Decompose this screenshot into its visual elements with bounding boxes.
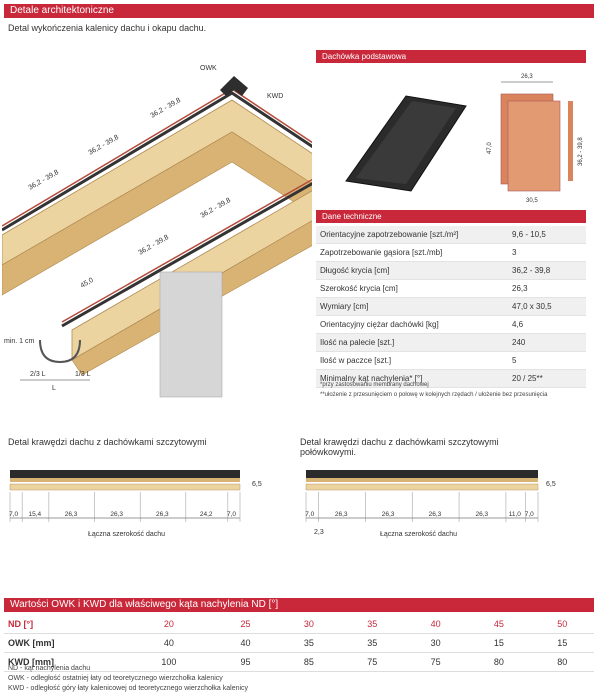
tile-dim-w2: 30,5 [526,198,538,204]
nd-cell: 40 [404,615,467,634]
tech-row [316,334,586,352]
tile-drawing [316,66,586,206]
dim-value: 7,0 [226,511,236,518]
edge2-drawing [298,458,588,558]
tech-label: Ilość na palecie [szt.] [316,334,508,352]
dim-value: 7,0 [524,511,534,518]
two-thirds-label: 2/3 L [30,371,46,378]
edge1-total: Łączna szerokość dachu [88,531,166,538]
tech-value: 5 [508,352,586,370]
tech-value: 3 [508,244,586,262]
dim-label: 36,2 - 39,8 [149,96,182,120]
nd-cell: 25 [214,615,277,634]
edge2-height: 6,5 [546,481,556,488]
tile-side-view [568,101,573,181]
nd-cell: 35 [341,615,404,634]
nd-table [4,615,594,672]
legend-owk: OWK - odległość ostatniej łaty od teoretycznego wierzchołka kalenicy [8,675,223,682]
dim-value: 26,3 [156,511,169,518]
edge1-title: Detal krawędzi dachu z dachówkami szczytowymi [8,437,207,447]
nd-cell: 80 [531,653,594,672]
nd-cell: 95 [214,653,277,672]
tech-header: Dane techniczne [316,210,586,223]
dim-value: 15,4 [28,511,42,518]
l-label: L [52,385,56,392]
dim-value: 24,2 [199,511,213,518]
edge2-title-1: Detal krawędzi dachu z dachówkami szczytowymi [300,437,499,447]
nd-cell: 75 [404,653,467,672]
nd-row-label: KWD [mm] [4,653,124,672]
nd-cell: 50 [531,615,594,634]
owk-label: OWK [200,65,217,72]
tile-header: Dachówka podstawowa [316,50,586,63]
one-third-label: 1/3 L [75,371,91,378]
tech-label: Długość krycia [cm] [316,262,508,280]
nd-cell: 30 [404,634,467,653]
tech-label: Minimalny kąt nachylenia* [°] [316,370,508,388]
tech-label: Ilość w paczce [szt.] [316,352,508,370]
edge1-height: 6,5 [252,481,262,488]
nd-table-header: Wartości OWK i KWD dla właściwego kąta nachylenia ND [°] [4,598,594,612]
nd-cell: 15 [467,634,530,653]
nd-cell: 85 [277,653,340,672]
tech-value: 36,2 - 39,8 [508,262,586,280]
nd-row-label: OWK [mm] [4,634,124,653]
tech-row [316,298,586,316]
nd-cell: 45 [467,615,530,634]
nd-cell: 35 [341,634,404,653]
min-label: min. 1 cm [4,338,35,345]
tech-row [316,280,586,298]
dim-value: 11,0 [508,511,521,518]
nd-cell: 80 [467,653,530,672]
tech-row [316,316,586,334]
tech-row [316,244,586,262]
tech-value: 240 [508,334,586,352]
nd-cell: 75 [341,653,404,672]
tech-note-1: *przy zastosowaniu membrany dachowej [320,382,429,388]
nd-row [4,615,594,634]
tech-label: Orientacyjny ciężar dachówki [kg] [316,316,508,334]
tech-label: Zapotrzebowanie gąsiora [szt./mb] [316,244,508,262]
tile-dim-h: 47,0 [487,142,493,154]
edge2-total: Łączna szerokość dachu [380,531,458,538]
tech-value: 47,0 x 30,5 [508,298,586,316]
nd-row [4,634,594,653]
tech-value: 26,3 [508,280,586,298]
nd-cell: 40 [214,634,277,653]
nd-cell: 30 [277,615,340,634]
tile-dim-h2: 36,2 - 39,8 [578,137,584,166]
roof-detail-drawing [2,40,312,410]
tech-note-2: **ułożenie z przesunięciem o połowę w kolejnych rzędach / ułożenie bez przesunięcia [320,392,548,398]
tile-front-view [508,101,560,191]
tech-value: 4,6 [508,316,586,334]
dim-value: 26,3 [381,511,395,518]
tech-row [316,226,586,244]
tech-label: Wymiary [cm] [316,298,508,316]
edge2-title-2: połówkowymi. [300,447,357,457]
dim-value: 26,3 [428,511,442,518]
dim-value: 26,3 [110,511,124,518]
nd-cell: 40 [124,634,214,653]
dim-label: 36,2 - 39,8 [87,133,120,157]
tech-value: 9,6 - 10,5 [508,226,586,244]
nd-cell: 20 [124,615,214,634]
tech-table [316,226,586,388]
dim-value: 7,0 [305,511,315,518]
dim-value: 26,3 [64,511,78,518]
tech-label: Szerokość krycia [cm] [316,280,508,298]
nd-cell: 35 [277,634,340,653]
dim-value: 7,0 [9,511,19,518]
edge2-offset: 2,3 [314,529,324,536]
edge1-drawing [6,458,276,558]
tile-dim-w1: 26,3 [521,74,533,80]
dim-label: 36,2 - 39,8 [27,168,60,192]
dim-label: 45,0 [79,276,95,290]
nd-cell: 15 [531,634,594,653]
dim-label: 36,2 - 39,8 [137,233,170,257]
nd-row-label: ND [°] [4,615,124,634]
dim-value: 26,3 [475,511,489,518]
tech-row [316,352,586,370]
dim-value: 26,3 [334,511,348,518]
section-header: Detale architektoniczne [4,4,594,18]
tech-label: Orientacyjne zapotrzebowanie [szt./m²] [316,226,508,244]
dim-label: 36,2 - 39,8 [199,196,232,220]
tech-row [316,262,586,280]
legend-nd: ND - kąt nachylenia dachu [8,665,91,672]
page-subtitle: Detal wykończenia kalenicy dachu i okapu dachu. [8,23,207,33]
legend-kwd: KWD - odległość góry łaty kalenicowej od teoretycznego wierzchołka kalenicy [8,685,249,692]
kwd-label: KWD [267,93,284,100]
tech-value: 20 / 25** [508,370,586,388]
nd-cell: 100 [124,653,214,672]
nd-row [4,653,594,672]
